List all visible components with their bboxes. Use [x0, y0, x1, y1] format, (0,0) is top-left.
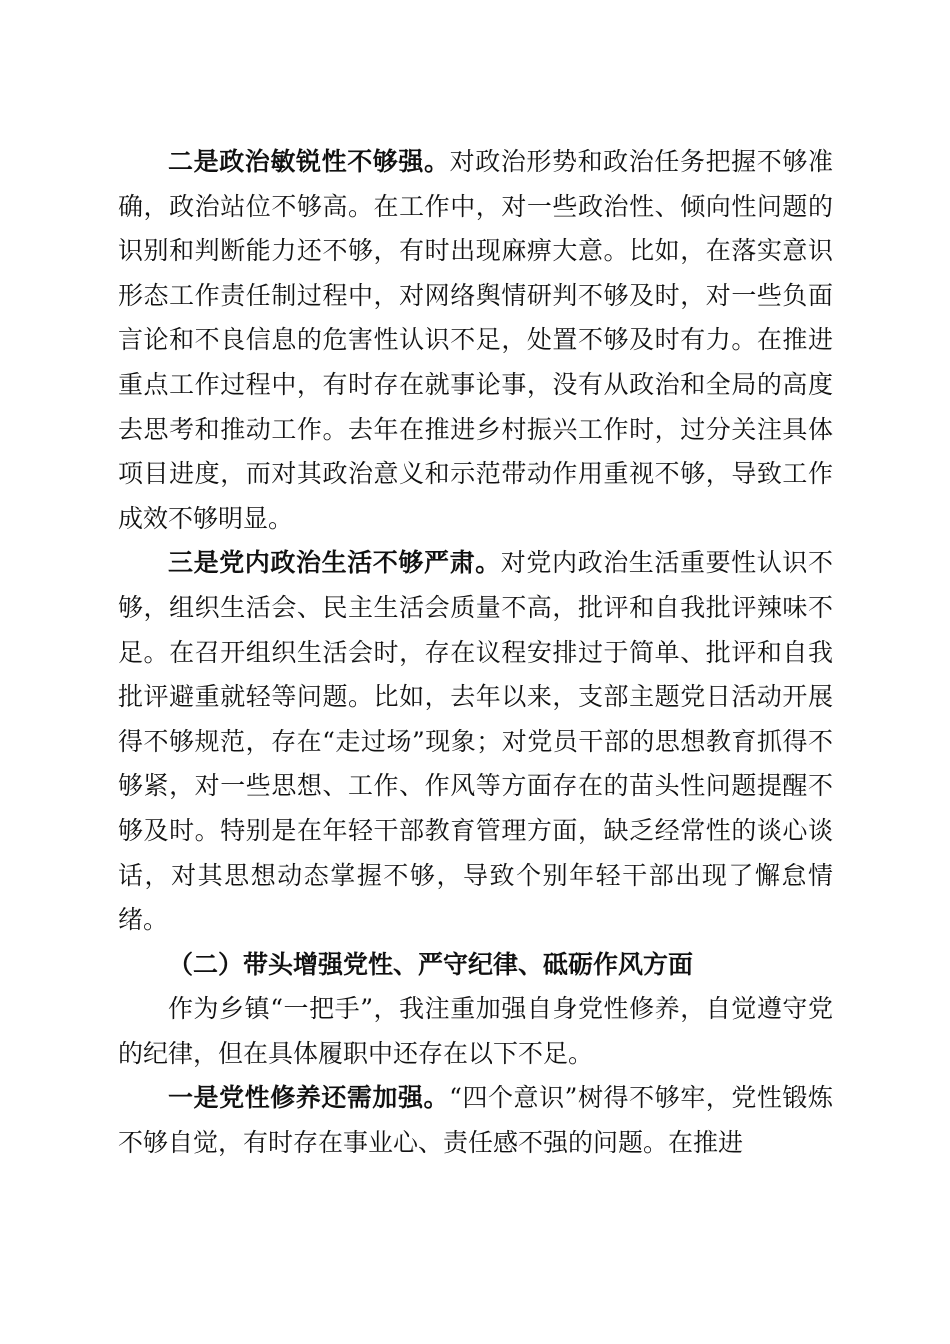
paragraph-text: 对政治形势和政治任务把握不够准确，政治站位不够高。在工作中，对一些政治性、倾向性问题的识别和判断能力还不够，有时出现麻痹大意。比如，在落实意识形态工作责任制过程中，对网络舆情研判不够及时，对一些负面言论和不良信息的危害性认识不足，处置不够及时有力。在推进重点工作过程中，有时存在就事论事，没有从政治和全局的高度去思考和推动工作。去年在推进乡村振兴工作时，过分关注具体项目进度，而对其政治意义和示范带动作用重视不够，导致工作成效不够明显。: [118, 147, 833, 533]
paragraph-lead: 三是党内政治生活不够严肃。: [168, 548, 501, 578]
paragraph-lead: 一是党性修养还需加强。: [168, 1083, 450, 1113]
paragraph-party-life: [118, 541, 833, 942]
paragraph-text: “四个意识”树得不够牢，党性锻炼不够自觉，有时存在事业心、责任感不强的问题。在推进: [118, 1083, 833, 1158]
paragraph-lead: 二是政治敏锐性不够强。: [168, 147, 450, 176]
paragraph-political-sensitivity: [118, 140, 833, 541]
section-intro: 作为乡镇“一把手”，我注重加强自身党性修养，自觉遵守党的纪律，但在具体履职中还存在以下不足。: [118, 994, 833, 1068]
paragraph-text: 对党内政治生活重要性认识不够，组织生活会、民主生活会质量不高，批评和自我批评辣味不足。在召开组织生活会时，存在议程安排过于简单、批评和自我批评避重就轻等问题。比如，去年以来，支部主题党日活动开展得不够规范，存在“走过场”现象；对党员干部的思想教育抓得不够紧，对一些思想、工作、作风等方面存在的苗头性问题提醒不够及时。特别是在年轻干部教育管理方面，缺乏经常性的谈心谈话，对其思想动态掌握不够，导致个别年轻干部出现了懈怠情绪。: [118, 548, 833, 935]
section-heading: （二）带头增强党性、严守纪律、砥砺作风方面: [168, 949, 694, 979]
document-page: [118, 140, 833, 1166]
paragraph-party-spirit: [118, 1076, 833, 1165]
